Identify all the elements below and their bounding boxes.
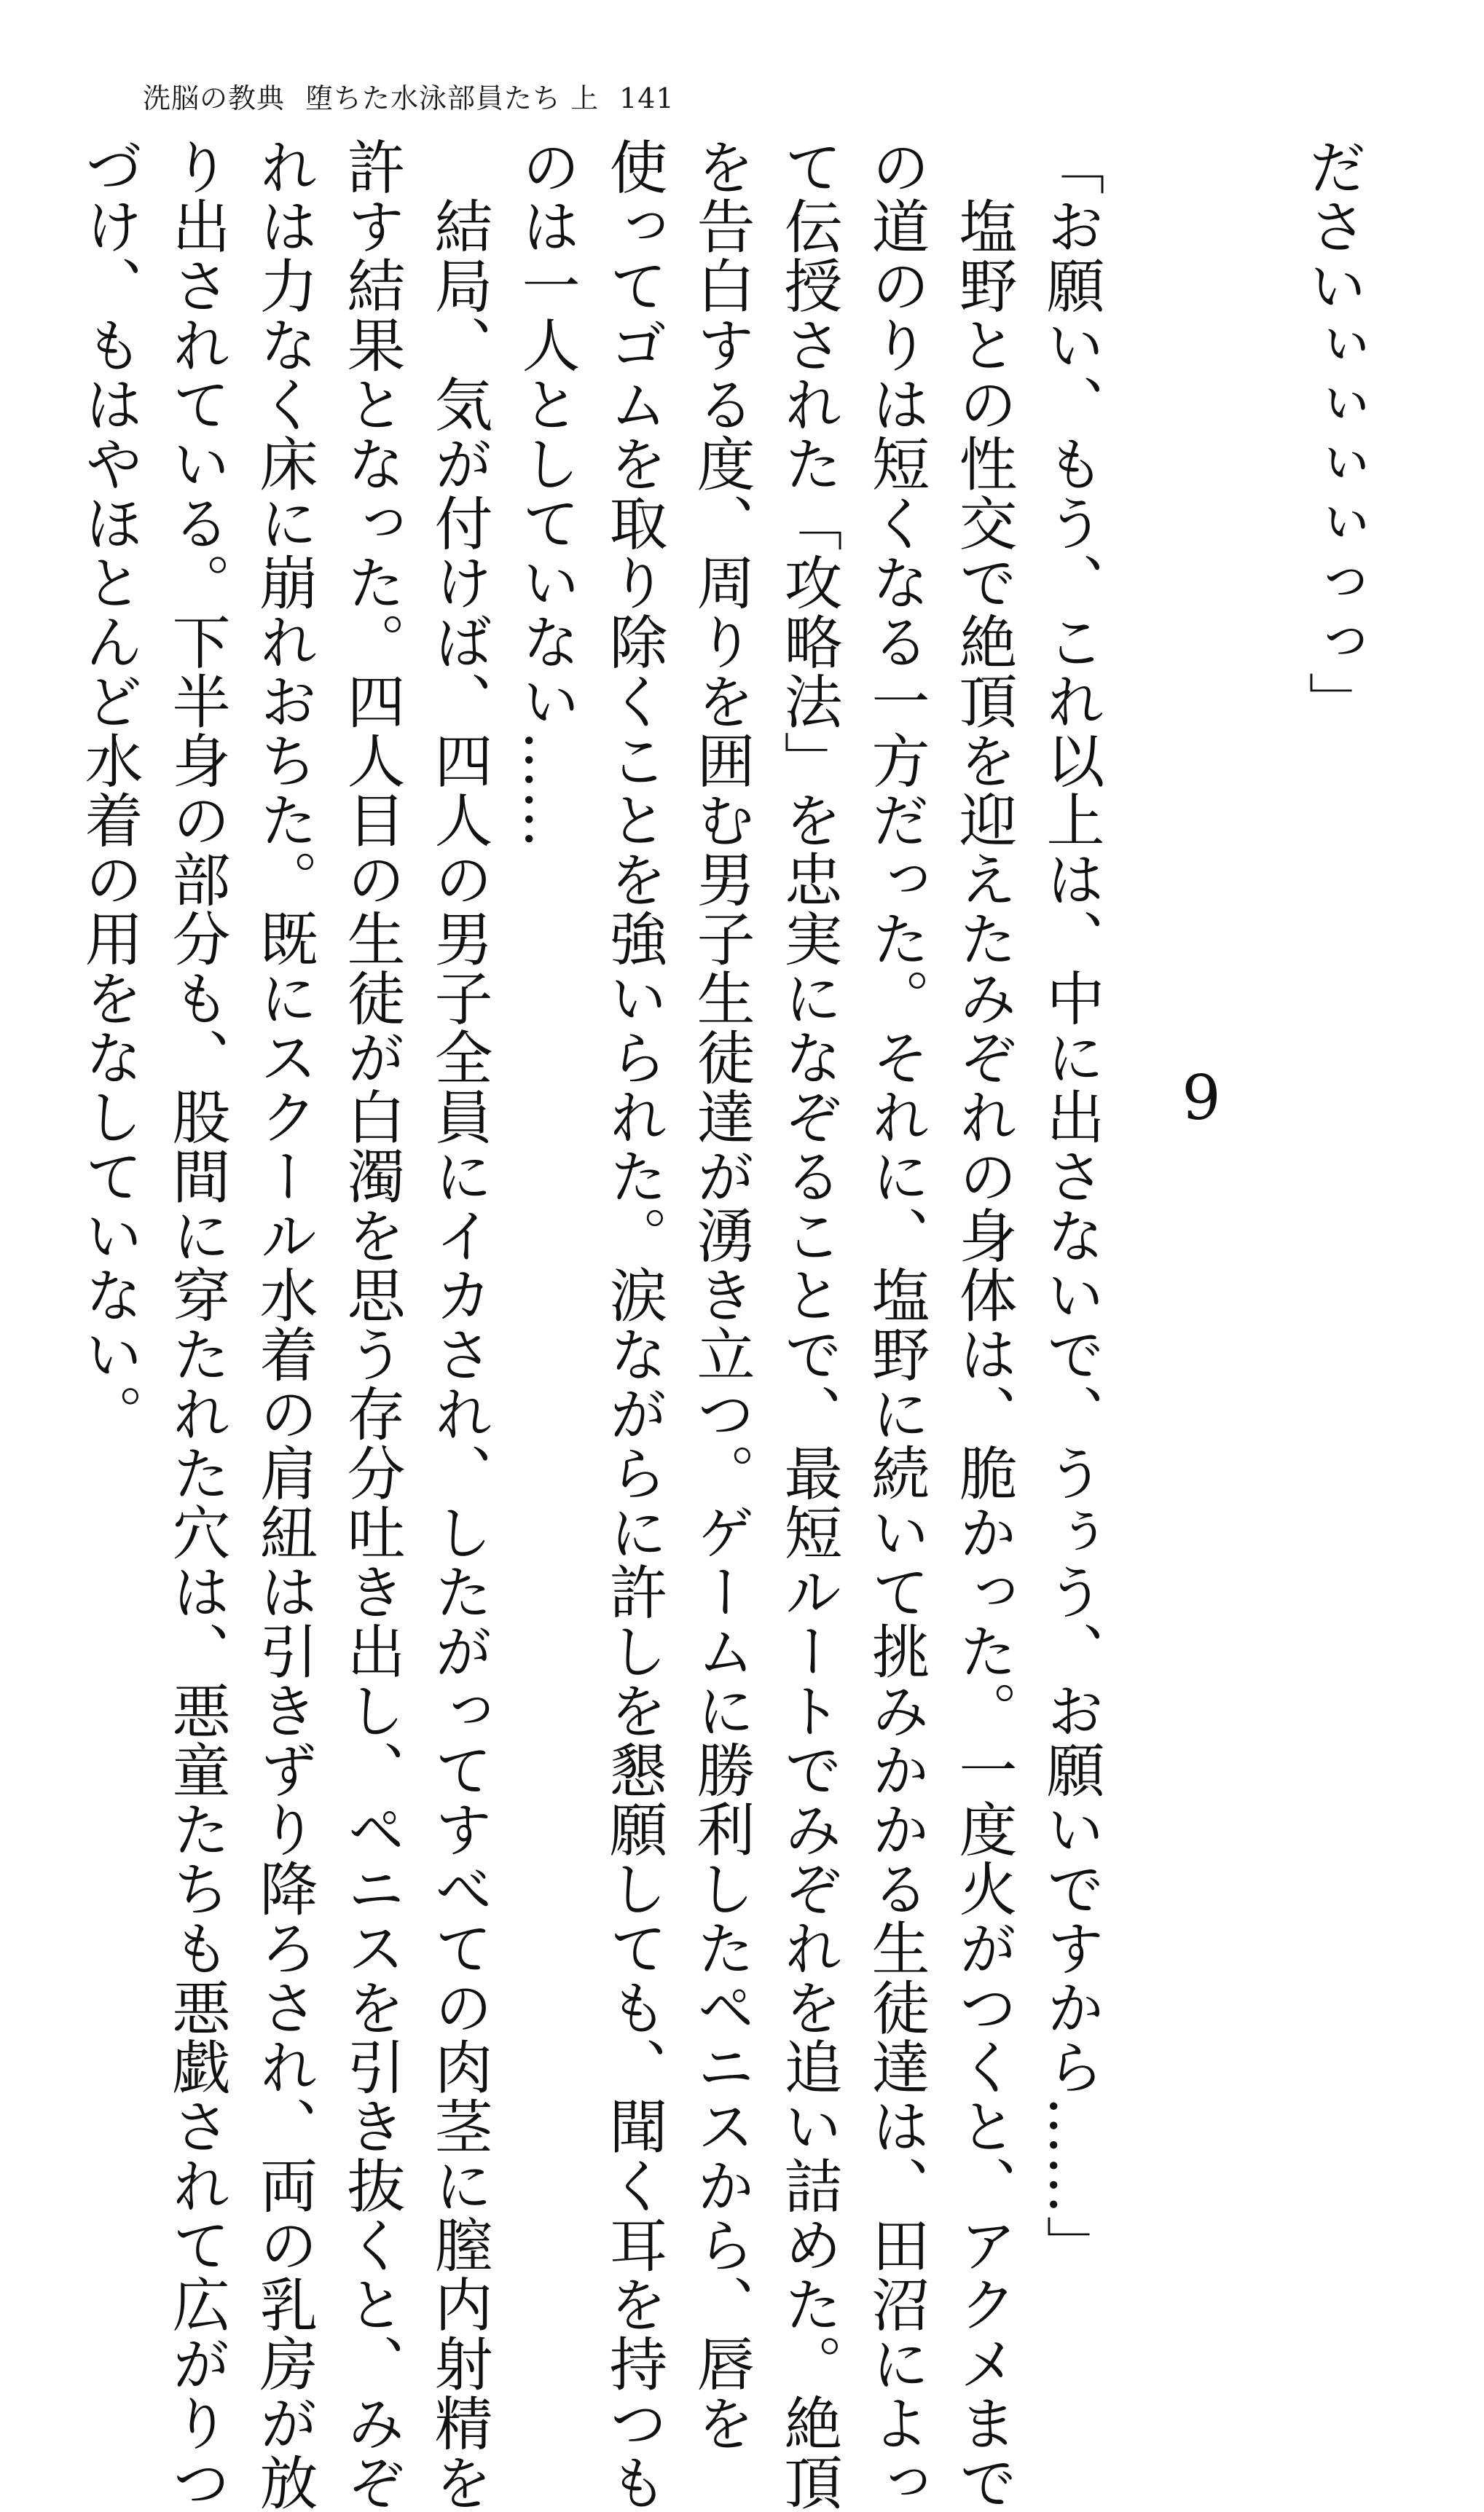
text-line: の道のりは短くなる一方だった。それに、塩野に続いて挑みかかる生徒達は、田沼によっ [862, 137, 930, 2512]
page-number: 141 [619, 82, 675, 114]
text-line: 塩野との性交で絶頂を迎えたみぞれの身体は、脆かった。一度火がつくと、アクメまで [949, 137, 1017, 2512]
book-subtitle: 堕ちた水泳部員たち 上 [305, 82, 600, 114]
running-header [143, 80, 675, 117]
chapter-number: 9 [1166, 1062, 1237, 1135]
text-line: り出されている。下半身の部分も、股間に穿たれた穴は、悪童たちも悪戯されて広がりつ [162, 137, 230, 2512]
text-line: を告白する度、周りを囲む男子生徒達が湧き立つ。ゲームに勝利したペニスから、唇を [687, 137, 755, 2453]
vertical-body-text [65, 137, 1376, 2512]
text-line: ださいぃぃぃぃっっ」 [1299, 137, 1367, 731]
text-line: て伝授された「攻略法」を忠実になぞることで、最短ルートでみぞれを追い詰めた。絶頂 [774, 137, 842, 2512]
text-line: のは一人としていない…… [512, 137, 580, 849]
line-spacer [1245, 137, 1289, 2002]
line-spacer [1114, 137, 1158, 2002]
book-title: 洗脳の教典 [143, 82, 286, 114]
text-line: づけ、もはやほとんど水着の用をなしていない。 [75, 137, 143, 1443]
text-line: 使ってゴムを取り除くことを強いられた。涙ながらに許しを懇願しても、聞く耳を持つも [600, 137, 667, 2512]
text-line: 許す結果となった。四人目の生徒が白濁を思う存分吐き出し、ペニスを引き抜くと、みぞ [337, 137, 405, 2512]
text-line: れは力なく床に崩れおちた。既にスクール水着の肩紐は引きずり降ろされ、両の乳房が放 [250, 137, 318, 2512]
text-line: 「お願い、もう、これ以上は、中に出さないで、うぅう、お願いですから……」 [1037, 137, 1104, 2274]
text-line: 結局、気が付けば、四人の男子全員にイカされ、したがってすべての肉茎に膣内射精を [425, 137, 492, 2512]
